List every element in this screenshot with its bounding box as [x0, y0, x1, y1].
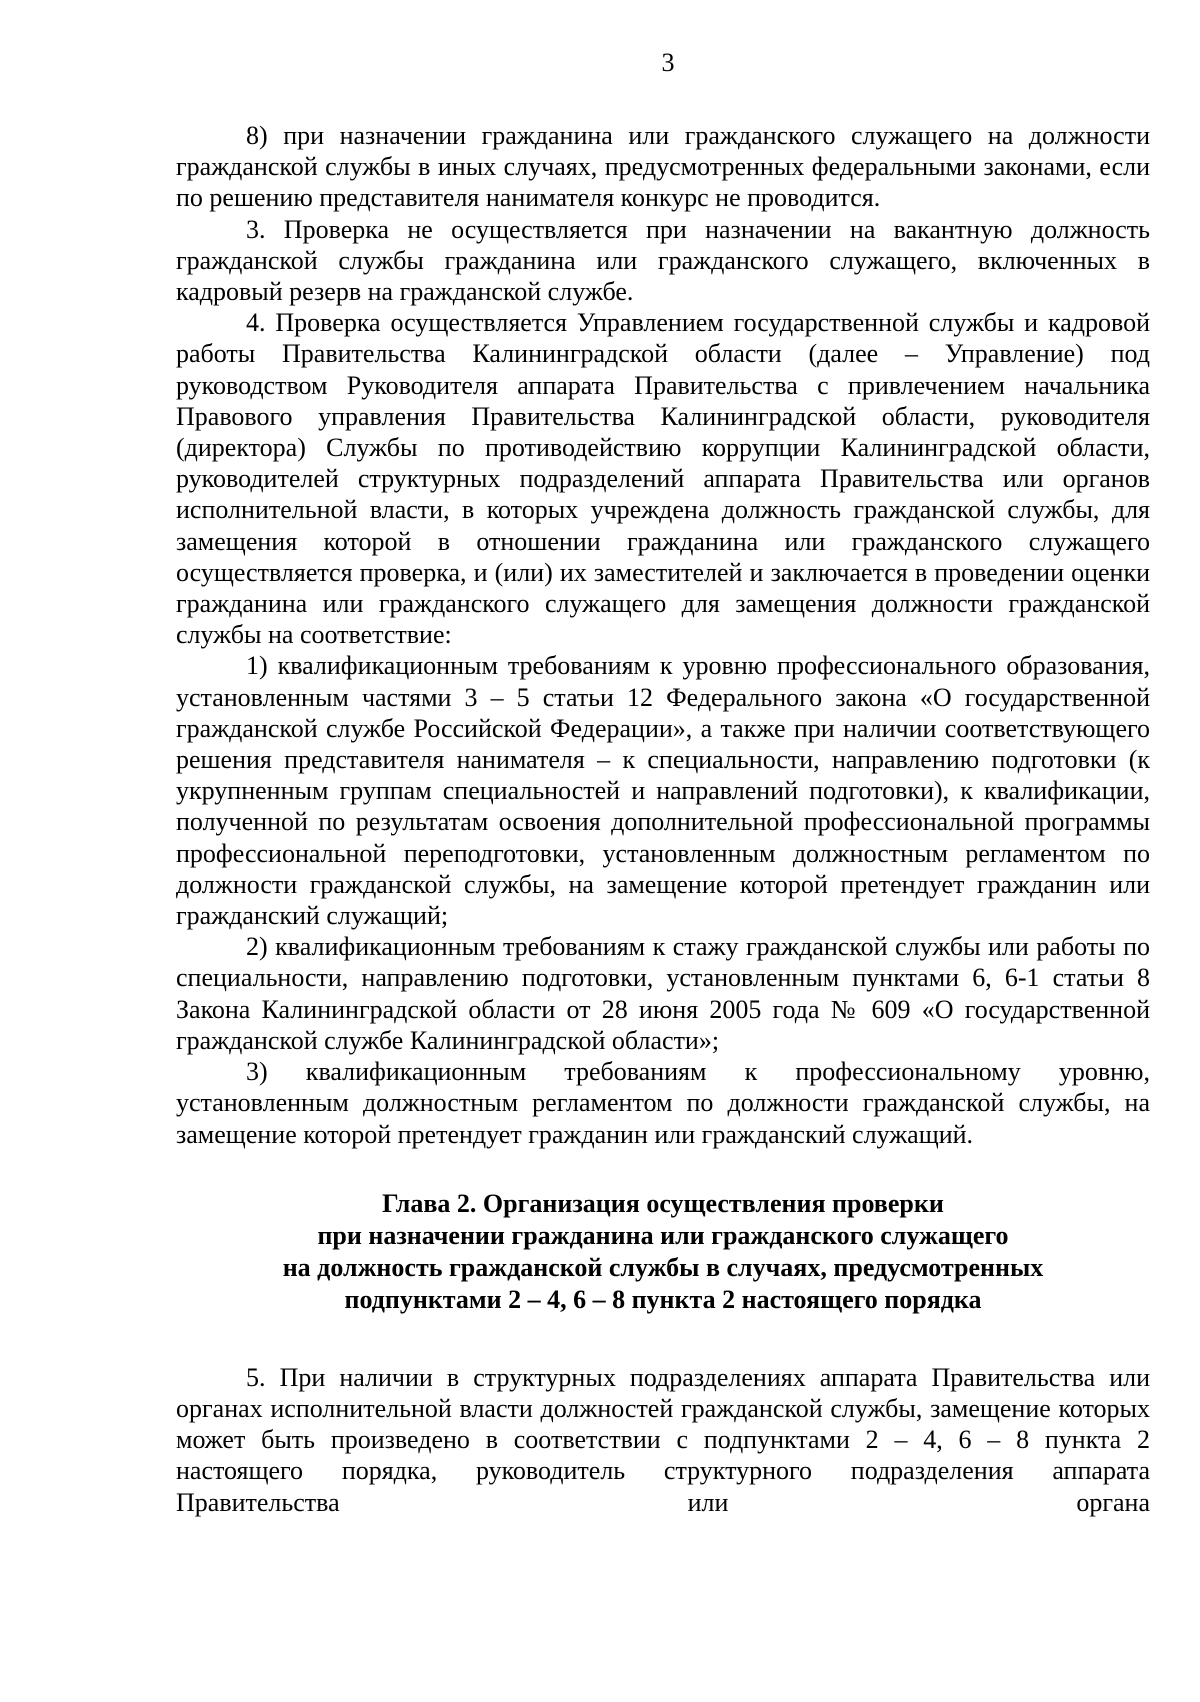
- page-number: 3: [661, 48, 675, 77]
- chapter-heading-line: на должность гражданской службы в случаях, предусмотренных: [282, 1252, 1044, 1282]
- paragraph-5: 5. При наличии в структурных подразделениях аппарата Правительства или органах исполнительной власти должностей гражданской службы, замещение которых может быть произведено в соответствии с подпунктами 2 – 4, 6 – 8 пункта 2 настоящего порядка, руководитель структурного подразделения аппарата Правительства или органа: [176, 1362, 1150, 1517]
- document-body: [176, 120, 1150, 1518]
- chapter-heading-line: при назначении гражданина или гражданского служащего: [317, 1220, 1009, 1250]
- paragraph-subitem-2: 2) квалификационным требованиям к стажу гражданской службы или работы по специальности, направлению подготовки, установленным пунктами 6, 6-1 статьи 8 Закона Калининградской области от 28 июня 2005 года № 609 «О государственной гражданской службе Калининградской области»;: [176, 932, 1150, 1055]
- chapter-heading-line: Глава 2. Организация осуществления проверки: [382, 1188, 944, 1218]
- chapter-heading: [176, 1188, 1150, 1316]
- paragraph-subitem-1: 1) квалификационным требованиям к уровню профессионального образования, установленным частями 3 – 5 статьи 12 Федерального закона «О государственной гражданской службе Российской Федерации», а также при наличии соответствующего решения представителя нанимателя – к специальности, направлению подготовки (к укрупненным группам специальностей и направлений подготовки), к квалификации, полученной по результатам освоения дополнительной профессиональной программы профессиональной переподготовки, установленным должностным регламентом по должности гражданской службы, на замещение которой претендует гражданин или гражданский служащий;: [176, 651, 1150, 931]
- paragraph-item-8: 8) при назначении гражданина или гражданского служащего на должности гражданской службы в иных случаях, предусмотренных федеральными законами, если по решению представителя нанимателя конкурс не проводится.: [176, 121, 1150, 213]
- paragraph-3: 3. Проверка не осуществляется при назначении на вакантную должность гражданской службы гражданина или гражданского служащего, включенных в кадровый резерв на гражданской службе.: [176, 214, 1150, 307]
- paragraph-4: 4. Проверка осуществляется Управлением государственной службы и кадровой работы Правительства Калининградской области (далее – Управление) под руководством Руководителя аппарата Правительства с привлечением начальника Правового управления Правительства Калининградской области, руководителя (директора) Службы по противодействию коррупции Калининградской области, руководителей структурных подразделений аппарата Правительства или органов исполнительной власти, в которых учреждена должность гражданской службы, для замещения которой в отношении гражданина или гражданского служащего осуществляется проверка, и (или) их заместителей и заключается в проведении оценки гражданина или гражданского служащего для замещения должности гражданской службы на соответствие:: [176, 308, 1150, 650]
- chapter-heading-line: подпунктами 2 – 4, 6 – 8 пункта 2 настоящего порядка: [344, 1284, 982, 1314]
- paragraph-subitem-3: 3) квалификационным требованиям к профессиональному уровню, установленным должностным регламентом по должности гражданской службы, на замещение которой претендует гражданин или гражданский служащий.: [176, 1057, 1150, 1149]
